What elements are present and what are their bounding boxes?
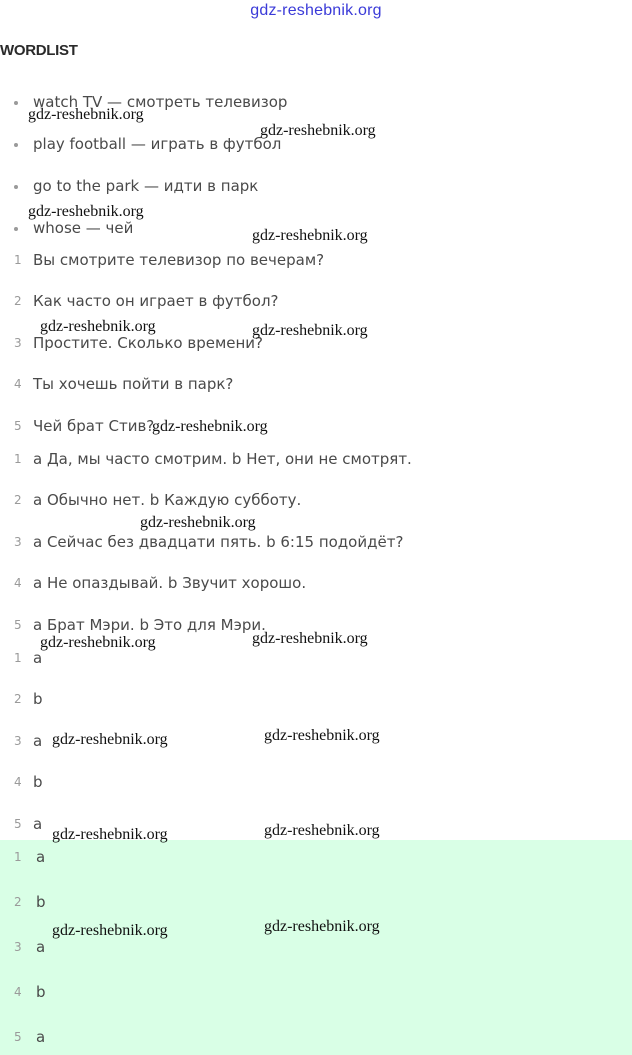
- item-number: 3: [14, 336, 22, 350]
- watermark: gdz-reshebnik.org: [252, 630, 368, 647]
- item-number: 2: [14, 692, 22, 706]
- watermark: gdz-reshebnik.org: [52, 826, 168, 843]
- watermark: gdz-reshebnik.org: [252, 322, 368, 339]
- choice-text: b: [36, 893, 46, 911]
- item-number: 1: [14, 850, 22, 864]
- wordlist-item-text: go to the park — идти в парк: [33, 177, 259, 195]
- answer-text: а Сейчас без двадцати пять. b 6:15 подойдёт?: [33, 533, 404, 551]
- watermark: gdz-reshebnik.org: [40, 318, 156, 335]
- watermark: gdz-reshebnik.org: [140, 514, 256, 531]
- choice-text: a: [33, 732, 43, 750]
- answer-text: а Брат Мэри. b Это для Мэри.: [33, 616, 266, 634]
- item-number: 2: [14, 895, 22, 909]
- item-number: 4: [14, 985, 22, 999]
- watermark: gdz-reshebnik.org: [28, 106, 144, 123]
- choice-text: a: [36, 848, 46, 866]
- watermark: gdz-reshebnik.org: [52, 922, 168, 939]
- item-number: 5: [14, 1030, 22, 1044]
- choice-text: a: [36, 1028, 46, 1046]
- watermark: gdz-reshebnik.org: [260, 122, 376, 139]
- bullet-icon: [14, 143, 18, 147]
- answer-text: а Обычно нет. b Каждую субботу.: [33, 491, 302, 509]
- item-number: 1: [14, 452, 22, 466]
- item-number: 2: [14, 493, 22, 507]
- wordlist-item-text: whose — чей: [33, 219, 134, 237]
- item-number: 2: [14, 294, 22, 308]
- item-number: 5: [14, 817, 22, 831]
- question-text: Как часто он играет в футбол?: [33, 292, 279, 310]
- wordlist-item-text: watch TV — смотреть телевизор: [33, 93, 288, 111]
- item-number: 5: [14, 419, 22, 433]
- choice-text: b: [36, 983, 46, 1001]
- answer-text: а Не опаздывай. b Звучит хорошо.: [33, 574, 307, 592]
- watermark: gdz-reshebnik.org: [28, 203, 144, 220]
- watermark: gdz-reshebnik.org: [264, 727, 380, 744]
- item-number: 4: [14, 377, 22, 391]
- choice-text: a: [36, 938, 46, 956]
- watermark: gdz-reshebnik.org: [152, 418, 268, 435]
- question-text: Ты хочешь пойти в парк?: [33, 375, 234, 393]
- item-number: 5: [14, 618, 22, 632]
- watermark: gdz-reshebnik.org: [252, 227, 368, 244]
- choice-text: a: [33, 815, 43, 833]
- bullet-icon: [14, 185, 18, 189]
- watermark: gdz-reshebnik.org: [52, 731, 168, 748]
- question-text: Чей брат Стив?: [33, 417, 155, 435]
- item-number: 4: [14, 576, 22, 590]
- answer-text: а Да, мы часто смотрим. b Нет, они не смотрят.: [33, 450, 412, 468]
- bullet-icon: [14, 101, 18, 105]
- item-number: 3: [14, 734, 22, 748]
- watermark: gdz-reshebnik.org: [264, 918, 380, 935]
- item-number: 1: [14, 651, 22, 665]
- choice-text: a: [33, 649, 43, 667]
- page-title: WORDLIST: [0, 42, 78, 59]
- question-text: Простите. Сколько времени?: [33, 334, 264, 352]
- item-number: 3: [14, 940, 22, 954]
- watermark: gdz-reshebnik.org: [40, 634, 156, 651]
- item-number: 3: [14, 535, 22, 549]
- choice-text: b: [33, 690, 43, 708]
- bullet-icon: [14, 227, 18, 231]
- choice-text: b: [33, 773, 43, 791]
- item-number: 4: [14, 775, 22, 789]
- question-text: Вы смотрите телевизор по вечерам?: [33, 251, 325, 269]
- top-watermark: gdz-reshebnik.org: [250, 2, 382, 19]
- highlighted-answers-band: [0, 840, 632, 1055]
- wordlist-item-text: play football — играть в футбол: [33, 135, 282, 153]
- watermark: gdz-reshebnik.org: [264, 822, 380, 839]
- item-number: 1: [14, 253, 22, 267]
